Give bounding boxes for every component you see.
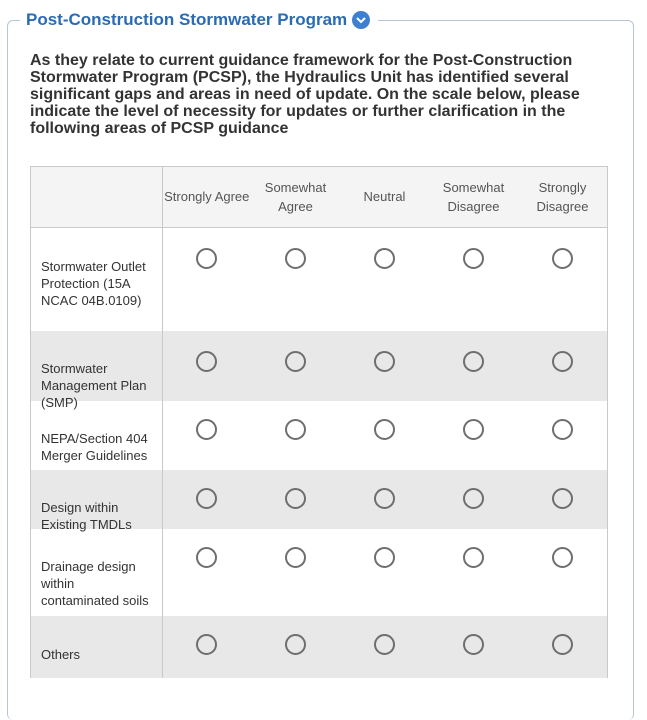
radio-option[interactable] (463, 351, 484, 372)
radio-option[interactable] (285, 488, 306, 509)
radio-option[interactable] (552, 547, 573, 568)
radio-option[interactable] (196, 248, 217, 269)
radio-option[interactable] (374, 547, 395, 568)
row-label: Stormwater Outlet Protection (15A NCAC 04B.0109) (41, 258, 146, 308)
column-header: Neutral (340, 167, 429, 227)
grid-row (31, 470, 607, 529)
radio-option[interactable] (285, 419, 306, 440)
column-header: Somewhat Disagree (429, 167, 518, 227)
radio-option[interactable] (374, 488, 395, 509)
radio-option[interactable] (463, 248, 484, 269)
row-label: Others (41, 646, 81, 662)
row-label: Design within Existing TMDLs (41, 499, 132, 532)
column-header: Somewhat Agree (251, 167, 340, 227)
question-text: As they relate to current guidance framework for the Post-Construction Stormwater Program (PCSP), the Hydraulics Unit has identified several significant gaps and areas in need of update. On the scale below, please indicate the level of necessity for updates or further clarification in the following areas of PCSP guidance (30, 52, 580, 137)
radio-option[interactable] (374, 419, 395, 440)
likert-grid (30, 166, 608, 678)
radio-option[interactable] (196, 351, 217, 372)
radio-option[interactable] (285, 248, 306, 269)
radio-option[interactable] (285, 634, 306, 655)
grid-row (31, 616, 607, 678)
radio-option[interactable] (552, 351, 573, 372)
radio-option[interactable] (374, 351, 395, 372)
row-label: Drainage design within contaminated soils (41, 558, 149, 608)
section-title: Post-Construction Stormwater Program (26, 10, 348, 29)
radio-option[interactable] (463, 634, 484, 655)
section-legend (20, 8, 378, 32)
radio-option[interactable] (196, 419, 217, 440)
column-header: Strongly Disagree (518, 167, 607, 227)
radio-option[interactable] (285, 351, 306, 372)
grid-row (31, 227, 607, 331)
grid-row (31, 401, 607, 470)
radio-option[interactable] (196, 488, 217, 509)
radio-option[interactable] (552, 248, 573, 269)
radio-option[interactable] (552, 488, 573, 509)
column-header: Strongly Agree (162, 167, 251, 227)
chevron-down-icon[interactable] (352, 11, 370, 29)
radio-option[interactable] (196, 634, 217, 655)
grid-corner (31, 167, 162, 227)
radio-option[interactable] (463, 547, 484, 568)
row-label: Stormwater Management Plan (SMP) (41, 360, 147, 410)
radio-option[interactable] (463, 419, 484, 440)
radio-option[interactable] (374, 248, 395, 269)
radio-option[interactable] (463, 488, 484, 509)
radio-option[interactable] (374, 634, 395, 655)
radio-option[interactable] (552, 634, 573, 655)
radio-option[interactable] (552, 419, 573, 440)
radio-option[interactable] (285, 547, 306, 568)
radio-option[interactable] (196, 547, 217, 568)
grid-header-row (31, 167, 607, 227)
grid-row (31, 529, 607, 616)
row-label: NEPA/Section 404 Merger Guidelines (41, 430, 148, 463)
grid-row (31, 331, 607, 401)
